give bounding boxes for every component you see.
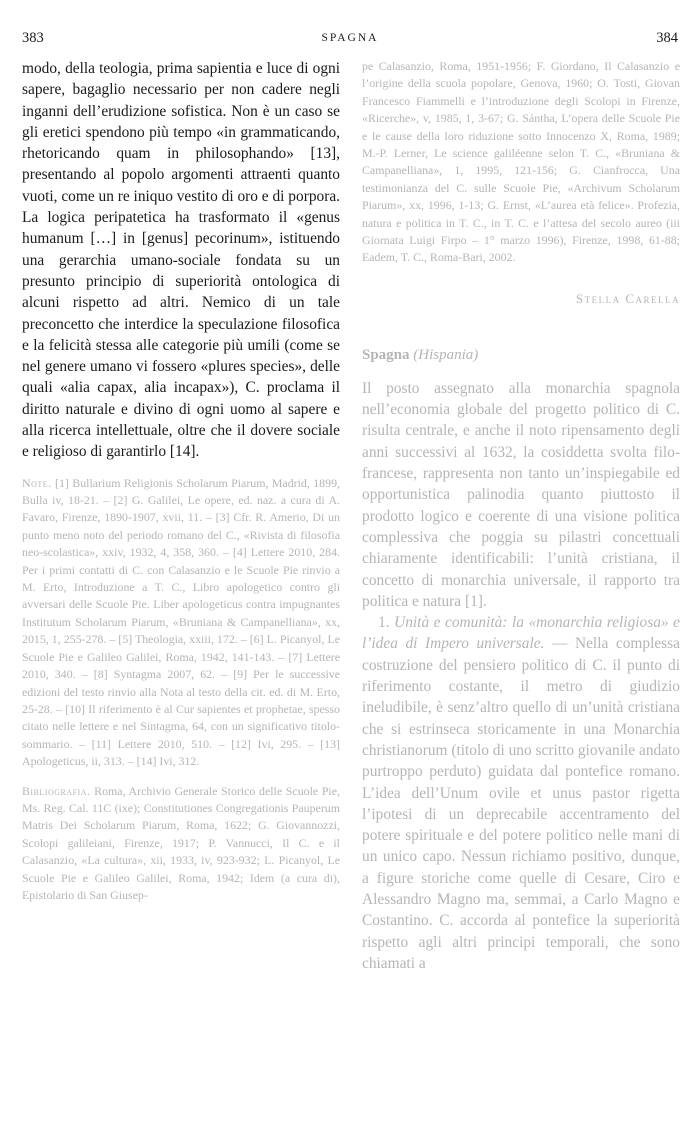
right-column: [362, 58, 680, 974]
entry-title: Spagna: [362, 346, 410, 363]
running-title: SPAGNA: [321, 32, 379, 44]
page-number-left: 383: [22, 30, 44, 46]
section-heading: Unità e comunità: la «monarchia religiosa» e l’idea di Impero universale.: [362, 614, 680, 653]
entry-paragraph-1: Il posto assegnato alla monarchia spagnola nell’economia globale del progetto politico di C. risulta centrale, e anche il noto ripensamento degli anni successivi al 1632, la cosiddetta svolta filo-francese, rappresenta non tanto un’inspiegabile ed opportunistica palinodia quanto piuttosto il prodotto logico e coerente di una visione politica complessiva che poggia su pilastri concettuali chiaramente identificabili: l’unità cristiana, il concetto di monarchia universale, il rapporto tra politica e natura [1].: [362, 379, 680, 610]
entry-heading: [362, 347, 680, 364]
bibliography-block: [22, 783, 340, 905]
author-signature: Stella Carella: [575, 290, 680, 306]
entry-paragraph-2: [362, 612, 680, 974]
left-column: [22, 58, 340, 904]
left-main-text: [22, 58, 340, 463]
section-text: — Nella complessa costruzione del pensiero politico di C. il punto di riferimento costante, il metro di giudizio ineludibile, è senz’altro quello di un’unità cristiana che si estrinseca storicamente in una Monarchia christianorum (titolo di uno scritto giovanile andato purtroppo perduto) guidata dal pontefice romano. L’idea dell’Unum ovile et unus pastor rigetta l’ipotesi di un deprecabile accentramento del potere spirituale e del potere politico nelle mani di un unico capo. Nessun richiamo positivo, dunque, a figure storiche come quelle di Cesare, Ciro e Alessandro Magno ma, semmai, a Carlo Magno e Costantino. C. accorda al pontefice la superiorità rispetto agli altri principi temporali, che sono chiamati a: [362, 635, 681, 972]
bibliography-continued-text: pe Calasanzio, Roma, 1951-1956; F. Giordano, Il Calasanzio e l’origine della scuola popolare, Genova, 1960; O. Tosti, Giovan Francesco Fiammelli e l’introduzione degli Scolopi in Firenze, «Ricerche», v, 1985, 1, 3-67; G. Sántha, L’opera delle Scuole Pie e le cause della loro riduzione sotto Innocenzo X, Roma, 1989; M.-P. Lerner, Le science galiléenne selon T. C., «Bruniana & Campanelliana», 1, 1995, 121-156; G. Cianfrocca, Una testimonianza del C. sulle Scuole Pie, «Archivum Scholarum Piarum», xx, 1996, 1-13; G. Ernst, «L’aurea età felice». Profezia, natura e politica in T. C., in T. C. e l’attesa del secolo aureo (iii Giornata Luigi Firpo – 1° marzo 1996), Firenze, 1998, 61-88; Eadem, T. C., Roma-Bari, 2002.: [362, 59, 680, 265]
right-main-text: [362, 378, 680, 974]
page-number-right: 384: [656, 30, 678, 46]
main-paragraph: modo, della teologia, prima sapientia e luce di ogni sapere, bagaglio necessario per non cadere negli inganni dell’erudizione sofistica. Non è un caso se gli eretici spendono più tempo «in grammaticando, rhetoricando quam in philosophando» [13], presentando al popolo argomenti attraenti quanto vuoti, come un re iniquo vestito di oro e di porpora. La logica peripatetica ha trasformato il «genus humanum […] in [genus] pecorinum», istituendo una gerarchia umano-sociale fondata su un presunto principio di superiorità ontologica di alcuni rispetto ad altri. Nemico di un tale preconcetto che interdice la speculazione filosofica e la felicità stessa alle categorie più umili (come se nel genere umano vi fossero «plures species», delle quali «alia capax, alia incapax»), C. proclama il diritto naturale e divino di ogni uomo al sapere e alla ricerca intellettuale, oltre che il dovere sociale e religioso di garantirlo [14].: [22, 60, 341, 461]
notes-block: [22, 475, 340, 771]
section-number: 1.: [378, 614, 390, 632]
bibliography-label: Bibliografia.: [22, 783, 91, 798]
bibliography-text: Roma, Archivio Generale Storico delle Scuole Pie, Ms. Reg. Cal. 11C (ixe); Constitutiones Congregationis Pauperum Matris Dei Scholarum Piarum, Roma, 1622; G. Giovannozzi, Scolopi galileiani, Firenze, 1917; P. Vannucci, Il C. e il Calasanzio, «La cultura», xii, 1933, iv, 923-932; L. Picanyol, Le Scuole Pie e Galileo Galilei, Roma, 1942; Idem (a cura di), Epistolario di San Giusep-: [22, 783, 340, 902]
running-header: [22, 30, 678, 52]
notes-label: Note.: [22, 475, 52, 490]
bibliography-continued: [362, 58, 680, 267]
notes-text: [1] Bullarium Religionis Scholarum Piarum, Madrid, 1899, Bulla iv, 18-21. – [2] G. Galilei, Le opere, ed. naz. a cura di A. Favaro, Firenze, 1890-1907, xvii, 11. – [3] Cfr. R. Amerio, Di un punto meno noto del periodo romano del C., «Rivista di filosofia neo-scolastica», xxiv, 1932, 4, 358, 360. – [4] Lettere 2010, 284. Per i primi contatti di C. con Calasanzio e le Scuole Pie rinvio a M. Erto, Introduzione a T. C., Libro apologetico contro gli avversari delle Scuole Pie. Liber apologeticus contra impugnantes Institutum Scholarum Piarum, «Bruniana & Campanelliana», xx, 2015, 1, 255-278. – [5] Theologia, xxiii, 172. – [6] L. Picanyol, Le Scuole Pie e Galileo Galilei, Roma, 1942, 141-143. – [7] Lettere 2010, 340. – [8] Syntagma 2007, 62. – [9] Per le successive edizioni del testo rinvio alla Nota al testo della cit. ed. di M. Erto, 25-28. – [10] Il riferimento è al Cur sapientes et prophetae, spesso citato nelle lettere e nel Sintagma, 64, con un significativo titolo-sommario. – [11] Lettere 2010, 510. – [12] Ivi, 295. – [13] Apologeticus, ii, 313. – [14] Ivi, 312.: [22, 475, 340, 769]
entry-latin-title: (Hispania): [413, 346, 479, 363]
